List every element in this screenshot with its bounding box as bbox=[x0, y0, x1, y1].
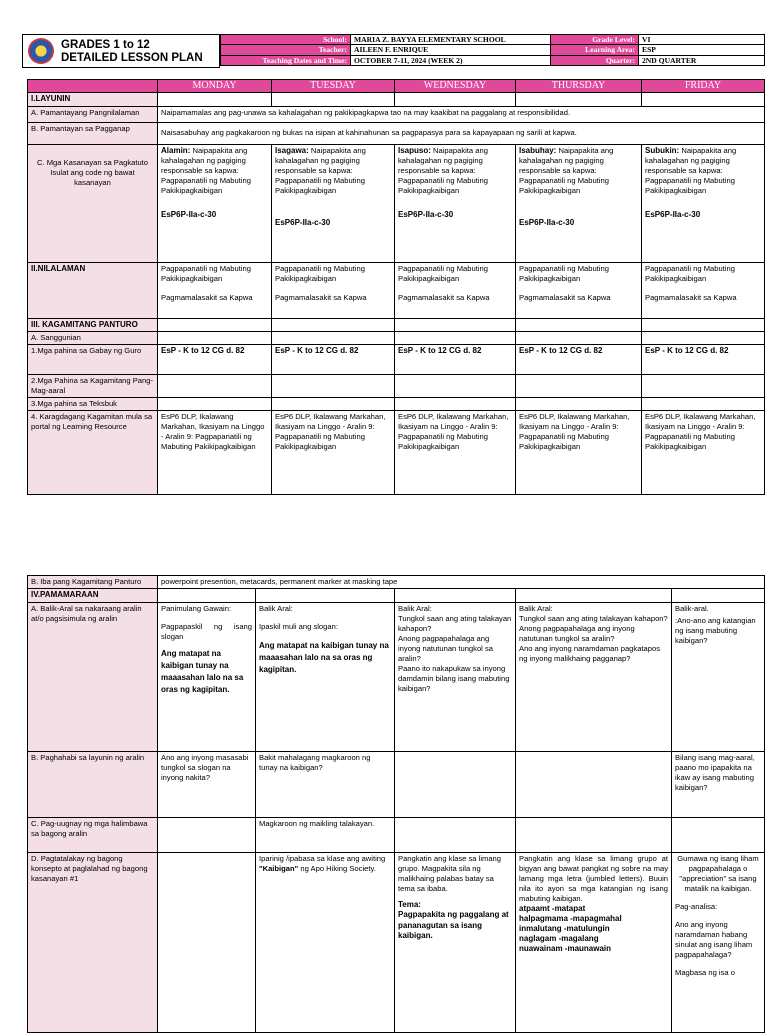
row-label-sanggunian: A. Sanggunian bbox=[28, 332, 158, 345]
pagpapaskil-text: Pagpapaskil ng isang slogan bbox=[161, 621, 252, 641]
iba-pang-kagamitan-text: powerpoint presention, metacards, permanent marker at masking tape bbox=[158, 576, 765, 589]
nilalaman-topic: Pagpapanatili ng Mabuting Pakikipagkaibigan bbox=[645, 263, 735, 283]
quarter-value: 2ND QUARTER bbox=[639, 55, 765, 65]
pag-uugnay-tuesday: Magkaroon ng maikling talakayan. bbox=[256, 817, 395, 852]
section-pamamaraan: IV.PAMAMARAAN bbox=[28, 589, 158, 603]
header-meta-table bbox=[220, 34, 765, 66]
karagdagan-friday: EsP6 DLP, Ikalawang Markahan, Ikasiyam na Linggo - Aralin 9: Pagpapanatili ng Mabuting Pakikipagkaibigan bbox=[642, 411, 765, 495]
pangkatin-text: Pangkatin ang klase sa limang grupo at bigyan ang bawat pangkat ng sobre na may lamang mga letra (jumbled letters). Buuin nila ito ayon sa mga katangian ng isang mabuting kaibigan. bbox=[519, 853, 668, 903]
nilalaman-subtopic: Pagmamalasakit sa Kapwa bbox=[398, 292, 490, 302]
nilalaman-tuesday bbox=[272, 262, 395, 318]
day-header-blank bbox=[28, 80, 158, 93]
gabay-guro-tuesday: EsP - K to 12 CG d. 82 bbox=[272, 345, 395, 375]
pagtatalakay-thursday bbox=[516, 852, 672, 1032]
row-label-pamantayan-pagganap: B. Pamantayan sa Pagganap bbox=[28, 122, 158, 144]
karagdagan-monday: EsP6 DLP, Ikalawang Markahan, Ikasiyam na Linggo - Aralin 9: Pagpapanatili ng Mabuting Pakikipagkaibigan bbox=[158, 411, 272, 495]
nilalaman-friday bbox=[642, 262, 765, 318]
balik-aral-thursday bbox=[516, 602, 672, 751]
balik-aral-wednesday bbox=[395, 602, 516, 751]
row-label-pag-uugnay: C. Pag-uugnay ng mga halimbawa sa bagong aralin bbox=[28, 817, 158, 852]
pagtatalakay-friday bbox=[672, 852, 765, 1032]
jumbled-word: nuawainam -maunawain bbox=[519, 943, 612, 953]
day-tuesday: TUESDAY bbox=[272, 80, 395, 93]
kasanayan-tag: Alamin: bbox=[161, 145, 191, 155]
section-kagamitan: III. KAGAMITANG PANTURO bbox=[28, 318, 158, 332]
kasanayan-thursday bbox=[516, 144, 642, 262]
paghahabi-friday: Bilang isang mag-aaral, paano mo ipapakita na ikaw ay isang mabuting kaibigan? bbox=[672, 751, 765, 817]
slogan-text: Ang matapat na kaibigan tunay na maaasahan lalo na sa oras ng kagipitan. bbox=[161, 648, 244, 694]
kasanayan-text: Naipapakita ang kahalagahan ng pagiging responsable sa kapwa: Pagpapanatili ng Mabuting Pakikipagkaibigan bbox=[519, 145, 614, 196]
kasanayan-tag: Isapuso: bbox=[398, 145, 431, 155]
balik-aral-monday bbox=[158, 602, 256, 751]
row-label-pagtatalakay: D. Pagtatalakay ng bagong konsepto at paglalahad ng bagong kasanayan #1 bbox=[28, 852, 158, 1032]
lesson-plan-table-bottom bbox=[27, 575, 764, 1033]
gabay-guro-wednesday: EsP - K to 12 CG d. 82 bbox=[395, 345, 516, 375]
paghahabi-monday: Ano ang inyong masasabi tungkol sa slogan na inyong nakita? bbox=[158, 751, 256, 817]
paghahabi-tuesday: Bakit mahalagang magkaroon ng tunay na kaibigan? bbox=[256, 751, 395, 817]
slogan-text: Ang matapat na kaibigan tunay na maaasahan lalo na sa oras ng kagipitan. bbox=[259, 640, 389, 674]
nilalaman-topic: Pagpapanatili ng Mabuting Pakikipagkaibigan bbox=[161, 263, 251, 283]
balik-aral-friday bbox=[672, 602, 765, 751]
kasanayan-code: EsP6P-IIa-c-30 bbox=[161, 210, 217, 220]
nilalaman-wednesday bbox=[395, 262, 516, 318]
liham-instruction: Gumawa ng isang liham pagpapahalaga o "appreciation" sa isang matalik na kaibigan. bbox=[677, 853, 759, 893]
title-line-2: DETAILED LESSON PLAN bbox=[61, 52, 203, 64]
row-label-balik-aral: A. Balik-Aral sa nakaraang aralin at/o pagsisimula ng aralin bbox=[28, 602, 158, 751]
tanong-2: Anong pagpapahalaga ang inyong natutunan tungkol sa aralin? bbox=[519, 623, 635, 643]
day-header-row bbox=[28, 80, 765, 93]
pagtatalakay-tuesday bbox=[256, 852, 395, 1032]
title-line-1: GRADES 1 to 12 bbox=[61, 39, 150, 51]
pag-analisa-label: Pag-analisa: bbox=[675, 901, 718, 911]
area-label: Learning Area: bbox=[551, 45, 639, 55]
day-monday: MONDAY bbox=[158, 80, 272, 93]
pamantayang-pangnilalaman-text: Naipamamalas ang pag-unawa sa kahalagahan ng pakikipagkapwa tao na may kaakibat na paggalang at responsibilidad. bbox=[158, 106, 765, 122]
jumbled-word: atpaamt -matapat bbox=[519, 903, 586, 913]
nilalaman-topic: Pagpapanatili ng Mabuting Pakikipagkaibigan bbox=[275, 263, 365, 283]
kasanayan-text: Naipapakita ang kahalagahan ng pagiging responsable sa kapwa: Pagpapanatili ng Mabuting Pakikipagkaibigan bbox=[645, 145, 737, 196]
kasanayan-code: EsP6P-IIa-c-30 bbox=[645, 210, 701, 220]
gabay-guro-thursday: EsP - K to 12 CG d. 82 bbox=[516, 345, 642, 375]
panimulang-gawain: Panimulang Gawain: bbox=[161, 603, 232, 613]
tema-label: Tema: bbox=[398, 899, 421, 909]
kasanayan-wednesday bbox=[395, 144, 516, 262]
kasanayan-code: EsP6P-IIa-c-30 bbox=[275, 218, 331, 228]
balik-aral-title: Balik Aral: bbox=[259, 603, 293, 613]
row-label-teksbuk: 3.Mga pahina sa Teksbuk bbox=[28, 398, 158, 411]
pagtatalakay-wednesday bbox=[395, 852, 516, 1032]
tanong-1: Tungkol saan ang ating talakayan kahapon? bbox=[398, 613, 512, 633]
kasanayan-text: Naipapakita ang kahalagahan ng pagiging responsable sa kapwa: Pagpapanatili ng Mabuting Pakikipagkaibigan bbox=[161, 145, 251, 196]
school-value: MARIA Z. BAYYA ELEMENTARY SCHOOL bbox=[351, 35, 551, 45]
jumbled-word: naglagam -magalang bbox=[519, 933, 599, 943]
pamantayan-pagganap-text: Naisasabuhay ang pagkakaroon ng bukas na isipan at kahinahunan sa pagpapasya para sa kapayapaan ng sarili at kapwa. bbox=[158, 122, 765, 144]
dates-label: Teaching Dates and Time: bbox=[221, 55, 351, 65]
teacher-value: AILEEN F. ENRIQUE bbox=[351, 45, 551, 55]
kasanayan-tag: Isagawa: bbox=[275, 145, 309, 155]
awit-intro: Iparinig /ipabasa sa klase ang awiting bbox=[259, 853, 386, 863]
balik-aral-tuesday bbox=[256, 602, 395, 751]
kasanayan-monday bbox=[158, 144, 272, 262]
karagdagan-wednesday: EsP6 DLP, Ikalawang Markahan, Ikasiyam na Linggo - Aralin 9: Pagpapanatili ng Mabuting Pakikipagkaibigan bbox=[395, 411, 516, 495]
day-wednesday: WEDNESDAY bbox=[395, 80, 516, 93]
kasanayan-tuesday bbox=[272, 144, 395, 262]
area-value: ESP bbox=[639, 45, 765, 55]
jumbled-word: halpagmama -mapagmahal bbox=[519, 913, 622, 923]
row-label-paghahabi: B. Paghahabi sa layunin ng aralin bbox=[28, 751, 158, 817]
balik-aral-title: Balik Aral: bbox=[519, 603, 553, 613]
kasanayan-tag: Isabuhay: bbox=[519, 145, 557, 155]
dates-value: OCTOBER 7-11, 2024 (WEEK 2) bbox=[351, 55, 551, 65]
kasanayan-code: EsP6P-IIa-c-30 bbox=[519, 218, 575, 228]
magbasa-text: Magbasa ng isa o bbox=[675, 967, 735, 977]
kasanayan-friday bbox=[642, 144, 765, 262]
deped-seal-icon bbox=[28, 38, 54, 64]
jumbled-word: inmalutang -matulungin bbox=[519, 923, 610, 933]
karagdagan-tuesday: EsP6 DLP, Ikalawang Markahan, Ikasiyam na Linggo - Aralin 9: Pagpapanatili ng Mabuting Pakikipagkaibigan bbox=[272, 411, 395, 495]
day-thursday: THURSDAY bbox=[516, 80, 642, 93]
kasanayan-tag: Subukin: bbox=[645, 145, 680, 155]
lesson-plan-header bbox=[22, 34, 764, 68]
tanong-1: :Ano-ano ang katangian ng isang mabuting kaibigan? bbox=[675, 615, 756, 645]
nilalaman-topic: Pagpapanatili ng Mabuting Pakikipagkaibigan bbox=[398, 263, 488, 283]
grade-label: Grade Level: bbox=[551, 35, 639, 45]
pangkatin-text: Pangkatin ang klase sa limang grupo. Magpakita sila ng malikhaing palabas batay sa tema sa ibaba. bbox=[398, 853, 502, 893]
nilalaman-subtopic: Pagmamalasakit sa Kapwa bbox=[161, 292, 253, 302]
school-label: School: bbox=[221, 35, 351, 45]
section-nilalaman: II.NILALAMAN bbox=[28, 262, 158, 318]
row-label-gabay-guro: 1.Mga pahina sa Gabay ng Guro bbox=[28, 345, 158, 375]
gabay-guro-friday: EsP - K to 12 CG d. 82 bbox=[642, 345, 765, 375]
nilalaman-subtopic: Pagmamalasakit sa Kapwa bbox=[645, 292, 737, 302]
kasanayan-code: EsP6P-IIa-c-30 bbox=[398, 210, 454, 220]
awit-artist: ng Apo Hiking Society. bbox=[298, 863, 376, 873]
kasanayan-text: Naipapakita ang kahalagahan ng pagiging responsable sa kapwa: Pagpapanatili ng Mabuting Pakikipagkaibigan bbox=[275, 145, 366, 196]
nilalaman-topic: Pagpapanatili ng Mabuting Pakikipagkaibigan bbox=[519, 263, 609, 283]
gabay-guro-monday: EsP - K to 12 CG d. 82 bbox=[158, 345, 272, 375]
pag-analisa-tanong: Ano ang inyong naramdaman habang sinulat ang isang liham pagpapahalaga? bbox=[675, 919, 753, 959]
karagdagan-thursday: EsP6 DLP, Ikalawang Markahan, Ikasiyam na Linggo - Aralin 9: Pagpapanatili ng Mabuting Pakikipagkaibigan bbox=[516, 411, 642, 495]
awit-title: "Kaibigan" bbox=[259, 863, 299, 873]
tema-text: Pagpapakita ng paggalang at pananagutan sa isang kaibigan. bbox=[398, 910, 509, 941]
nilalaman-monday bbox=[158, 262, 272, 318]
row-label-pamantayang-pangnilalaman: A. Pamantayang Pangnilalaman bbox=[28, 106, 158, 122]
quarter-label: Quarter: bbox=[551, 55, 639, 65]
row-label-karagdagang-kagamitan: 4. Karagdagang Kagamitan mula sa portal ng Learning Resource bbox=[28, 411, 158, 495]
row-label-kasanayan: C. Mga Kasanayan sa Pagkatuto Isulat ang code ng bawat kasanayan bbox=[28, 144, 158, 262]
kasanayan-text: Naipapakita ang kahalagahan ng pagiging responsable sa kapwa: Pagpapanatili ng Mabuting Pakikipagkaibigan bbox=[398, 145, 488, 196]
lesson-plan-table-top bbox=[27, 79, 764, 495]
tanong-3: Ano ang inyong naramdaman pagkatapos ng inyong malikhaing pagganap? bbox=[519, 643, 661, 663]
teacher-label: Teacher: bbox=[221, 45, 351, 55]
balik-aral-title: Balik Aral: bbox=[398, 603, 432, 613]
title-box bbox=[22, 34, 220, 68]
nilalaman-thursday bbox=[516, 262, 642, 318]
row-label-kagamitang-mag-aaral: 2.Mga Pahina sa Kagamitang Pang-Mag-aaral bbox=[28, 375, 158, 398]
tanong-1: Tungkol saan ang ating talakayan kahapon? bbox=[519, 613, 668, 623]
tanong-3: Paano ito nakapukaw sa inyong damdamin bilang isang mabuting kaibigan? bbox=[398, 663, 510, 693]
row-label-iba-pang-kagamitan: B. Iba pang Kagamitang Panturo bbox=[28, 576, 158, 589]
balik-aral-title: Balik-aral. bbox=[675, 603, 709, 613]
section-layunin: I.LAYUNIN bbox=[28, 93, 158, 107]
day-friday: FRIDAY bbox=[642, 80, 765, 93]
tanong-2: Anong pagpapahalaga ang inyong natutunan tungkol sa aralin? bbox=[398, 633, 493, 663]
grade-value: VI bbox=[639, 35, 765, 45]
ipaskil-text: Ipaskil muli ang slogan: bbox=[259, 621, 338, 631]
document-title bbox=[61, 39, 203, 65]
nilalaman-subtopic: Pagmamalasakit sa Kapwa bbox=[519, 292, 611, 302]
nilalaman-subtopic: Pagmamalasakit sa Kapwa bbox=[275, 292, 367, 302]
